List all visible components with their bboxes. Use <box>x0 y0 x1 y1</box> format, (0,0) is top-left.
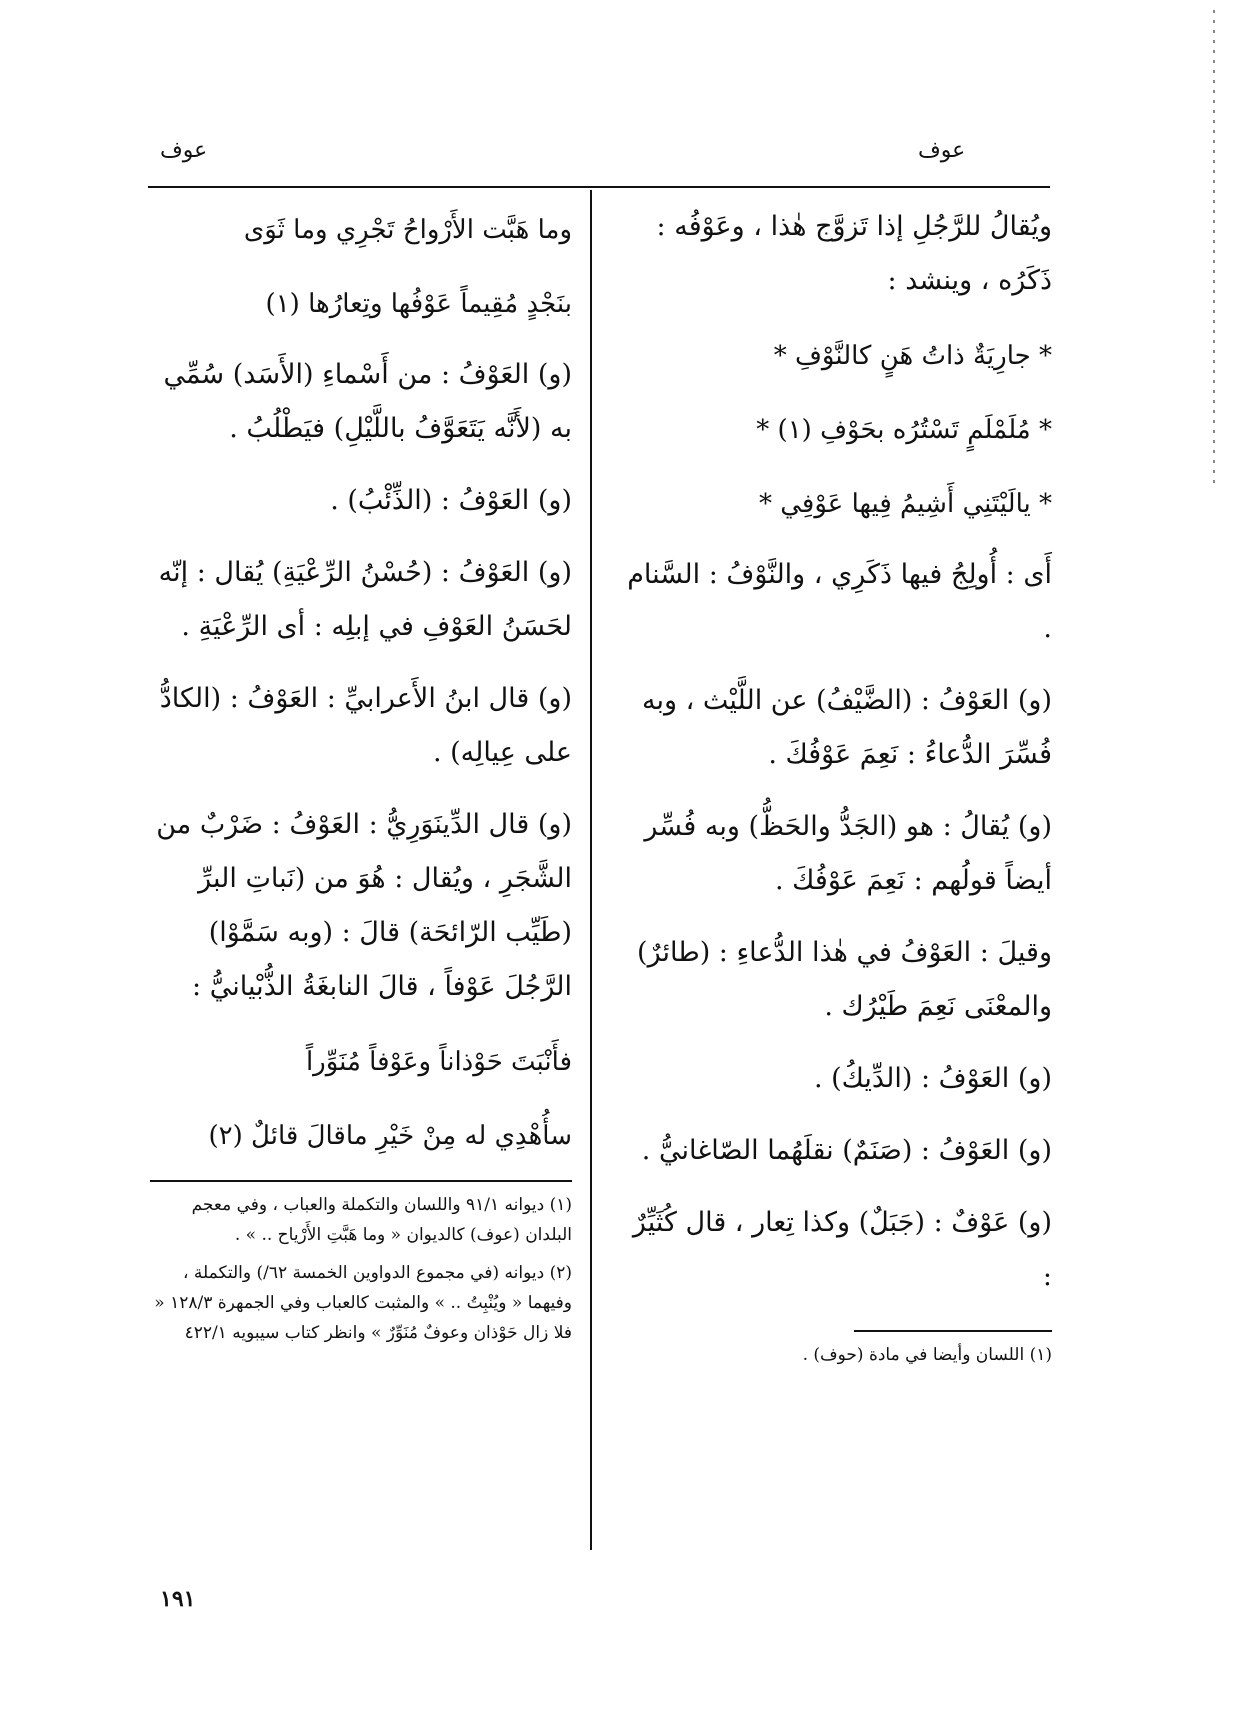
verse-line: * يالَيْتَنِي أَشِيمُ فِيها عَوْفِي * <box>759 489 1052 519</box>
column-divider <box>590 190 592 1550</box>
verse-line: وما هَبَّت الأَرْواحُ تَجْرِي وما ثَوَى <box>243 215 572 245</box>
page-number: ١٩١ <box>160 1586 196 1612</box>
verse-line: سأُهْدِي له مِنْ خَيْرِ ماقالَ قائلٌ (٢) <box>208 1121 572 1151</box>
right-column <box>622 200 1052 1378</box>
paragraph: وقيلَ : العَوْفُ في هٰذا الدُّعاءِ : (طائرٌ) والمعْنَى نَعِمَ طَيْرُك . <box>637 937 1052 1022</box>
left-column <box>150 200 572 1356</box>
verse-line: فأَنْبَتَ حَوْذاناً وعَوْفاً مُنَوِّراً <box>305 1047 572 1077</box>
header-right-title: عوف <box>918 138 966 163</box>
verse-line: بنَجْدٍ مُقِيماً عَوْفُها وتِعارُها (١) <box>265 289 572 319</box>
footnote-rule <box>854 1330 1052 1332</box>
header-left-title: عوف <box>160 138 208 163</box>
footnote: (١) ديوانه ٩١/١ واللسان والتكملة والعباب ، وفي معجم البلدان (عوف) كالديوان « وما هَبَّتِ الأَرْياح .. » . <box>191 1195 572 1245</box>
paragraph: (و) قال ابنُ الأَعرابيِّ : العَوْفُ : (الكادُّ على عِيالِه) . <box>159 683 572 768</box>
header-rule <box>148 186 1050 188</box>
paragraph: (و) العَوْفُ : (الذِّئْبُ) . <box>330 485 572 516</box>
verse-line: * مُلَمْلَمٍ تَسْتُرُه بحَوْفِ (١) * <box>756 415 1052 445</box>
footnote-rule <box>150 1180 572 1182</box>
paragraph: (و) عَوْفٌ : (جَبَلٌ) وكذا تِعار ، قال كُثَيِّرٌ : <box>632 1207 1052 1292</box>
paragraph: ويُقالُ للرَّجُلِ إذا تَزوَّج هٰذا ، وعَوْفُه : ذَكَرُه ، وينشد : <box>656 211 1052 296</box>
footnote: (٢) ديوانه (في مجموع الدواوين الخمسة ٦٢/) والتكملة ، وفيهما « ويُنْبِتُ .. » والمثبت كالعباب وفي الجمهرة ١٢٨/٣ « فلا زال حَوْذان وعوفٌ مُنَوِّرٌ » وانظر كتاب سيبويه ٤٢٢/١ <box>154 1263 572 1343</box>
scan-edge-dots <box>1213 10 1215 490</box>
paragraph: (و) العَوْفُ : من أَسْماءِ (الأَسَد) سُمِّي به (لأَنَّه يَتَعَوَّفُ باللَّيْلِ) فيَطْلُبُ . <box>163 359 572 444</box>
paragraph: (و) العَوْفُ : (صَنَمٌ) نقلَهُما الصّاغانيُّ . <box>641 1135 1052 1166</box>
paragraph: (و) قال الدِّينَوَرِيُّ : العَوْفُ : ضَرْبٌ من الشَّجَرِ ، ويُقال : هُوَ من (نَباتِ البرِّ (طَيِّب الرّائحَة) قالَ : (وبه سَمَّوْا) الرَّجُلَ عَوْفاً ، قالَ النابغَةُ الذُّبْيانيُّ : <box>156 809 572 1002</box>
footnote: (١) اللسان وأيضا في مادة (حوف) . <box>802 1345 1052 1365</box>
verse-line: * جارِيَةٌ ذاتُ هَنٍ كالنَّوْفِ * <box>773 341 1052 371</box>
paragraph: (و) العَوْفُ : (الدِّيكُ) . <box>813 1063 1052 1094</box>
paragraph: (و) العَوْفُ : (الضَّيْفُ) عن اللَّيْث ، وبه فُسِّرَ الدُّعاءُ : نَعِمَ عَوْفُكَ . <box>641 685 1052 770</box>
paragraph: أَى : أُولِجُ فيها ذَكَرِي ، والنَّوْفُ : السَّنام . <box>627 559 1052 644</box>
paragraph: (و) يُقالُ : هو (الجَدُّ والحَظُّ) وبه فُسِّر أيضاً قولُهم : نَعِمَ عَوْفُكَ . <box>644 811 1052 896</box>
paragraph: (و) العَوْفُ : (حُسْنُ الرِّعْيَةِ) يُقال : إنّه لحَسَنُ العَوْفِ في إبلِه : أى الرِّعْيَةِ . <box>158 557 572 642</box>
